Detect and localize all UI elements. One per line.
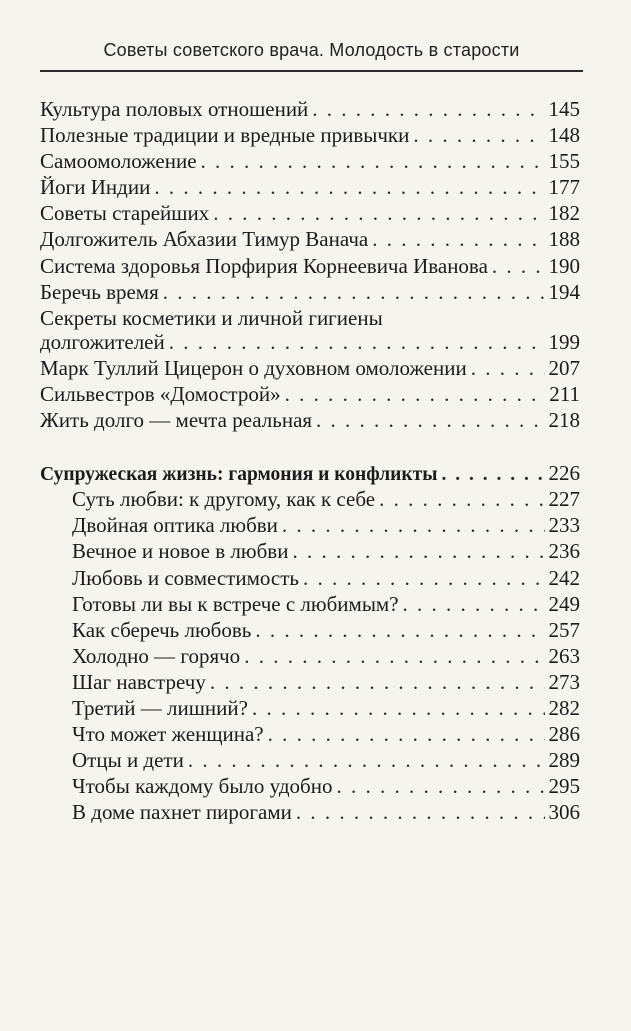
dot-leader [255,617,544,643]
toc-entry [40,200,580,226]
toc-entry-page: 145 [548,97,580,121]
toc-entry-title: Культура половых отношений [40,97,309,121]
dot-leader [413,122,544,148]
toc-entry-page: 182 [548,201,580,226]
toc-subentry [40,643,580,669]
toc-entry [40,148,580,174]
toc-subentry-page: 227 [548,487,580,512]
toc-subentry [40,565,580,591]
toc-subentry [40,591,580,617]
toc-subentry-title: Вечное и новое в любви [72,539,289,564]
dot-leader [303,565,545,591]
toc-entry-title-continued: долгожителей [40,329,165,354]
toc-entry-title: Самоомоложение [40,149,197,174]
section-spacer [40,433,580,460]
dot-leader [244,643,544,669]
dot-leader [441,462,544,488]
toc-subentry-title: Чтобы каждому было удобно [72,774,333,799]
dot-leader [312,96,544,122]
dot-leader [282,512,545,538]
dot-leader [336,773,544,799]
toc-entry [40,279,580,305]
toc-subentry-title: Шаг навстречу [72,669,206,694]
toc-entry-page: 207 [548,355,580,380]
header-rule [40,70,583,72]
toc-subentry [40,512,580,538]
toc-subentry [40,669,580,695]
toc-subentry-title: Отцы и дети [72,748,184,773]
toc-subentry-title: Что может женщина? [72,722,264,747]
dot-leader [316,407,544,433]
dot-leader [379,486,544,512]
toc-subentry-page: 233 [548,513,580,538]
dot-leader [252,695,545,721]
dot-leader [372,226,544,252]
toc-subentry-page: 249 [548,591,580,616]
toc-entry-page: 211 [549,381,580,406]
toc-entry [40,174,580,200]
toc-subentry-title: Суть любви: к другому, как к себе [72,487,376,512]
toc-entry-title: Система здоровья Порфирия Корнеевича Иванова [40,253,488,278]
toc-entry-title: Жить долго — мечта реальная [40,408,313,433]
dot-leader [201,148,545,174]
toc-entry-title: Йоги Индии [40,175,151,200]
toc-entry-page: 188 [548,227,580,252]
dot-leader [213,200,544,226]
toc-subentry [40,538,580,564]
toc-entry-page: 190 [548,253,580,278]
toc-subentry-page: 289 [548,748,580,773]
toc-entry [40,253,580,279]
toc-entry-page: 148 [548,123,580,148]
toc-subentry-page: 306 [548,800,580,825]
running-title: Советы советского врача. Молодость в старости [103,40,520,60]
dot-leader [471,355,545,381]
toc-subentry-page: 236 [548,539,580,564]
toc-subentry-page: 286 [548,722,580,747]
toc-entry [40,122,580,148]
toc-entry-title: Секреты косметики и личной гигиены [40,305,383,330]
toc-entry-page: 155 [548,149,580,174]
toc-subentry-title: Двойная оптика любви [72,513,278,538]
toc-entry [40,96,580,122]
dot-leader [296,799,545,825]
toc-entry [40,226,580,252]
toc-subentry-title: Готовы ли вы к встрече с любимым? [72,591,399,616]
toc-subentry-title: Как сберечь любовь [72,617,252,642]
toc-entry [40,355,580,381]
toc-entry-wrapped-line2 [40,329,580,355]
toc-entry-title: Советы старейших [40,201,210,226]
toc-subentry [40,721,580,747]
toc-subentry [40,486,580,512]
toc-entry-title: Беречь время [40,279,159,304]
toc-subentry [40,617,580,643]
toc-entry-title: Сильвестров «Домострой» [40,381,281,406]
table-of-contents [40,96,580,825]
toc-entry-title: Долгожитель Абхазии Тимур Ванача [40,227,369,252]
dot-leader [492,253,545,279]
toc-entry-page: 218 [548,408,580,433]
toc-subentry-title: Любовь и совместимость [72,565,299,590]
toc-entry-page: 177 [548,175,580,200]
section-page: 226 [548,461,580,486]
toc-subentry-page: 242 [548,565,580,590]
dot-leader [169,329,545,355]
toc-entry-page: 194 [548,279,580,304]
dot-leader [285,381,546,407]
dot-leader [403,591,545,617]
toc-subentry [40,799,580,825]
toc-section-heading [40,460,580,486]
toc-entry-title: Марк Туллий Цицерон о духовном омоложении [40,355,467,380]
dot-leader [154,174,544,200]
dot-leader [268,721,545,747]
dot-leader [292,538,544,564]
toc-subentry-page: 295 [548,774,580,799]
toc-subentry-title: В доме пахнет пирогами [72,800,292,825]
toc-subentry-title: Холодно — горячо [72,643,241,668]
toc-subentry-title: Третий — лишний? [72,695,248,720]
dot-leader [210,669,545,695]
section-title: Супружеская жизнь: гармония и конфликты [40,464,438,486]
dot-leader [188,747,545,773]
toc-subentry-page: 257 [548,617,580,642]
toc-subentry-page: 282 [548,695,580,720]
toc-entry-title: Полезные традиции и вредные привычки [40,123,410,148]
toc-entry-page: 199 [548,329,580,354]
toc-subentry-page: 263 [548,643,580,668]
toc-subentry [40,695,580,721]
toc-entry [40,407,580,433]
dot-leader [163,279,545,305]
toc-subentry [40,747,580,773]
toc-subentry-page: 273 [548,669,580,694]
toc-entry [40,381,580,407]
toc-subentry [40,773,580,799]
toc-entry-wrapped-line1 [40,305,580,329]
